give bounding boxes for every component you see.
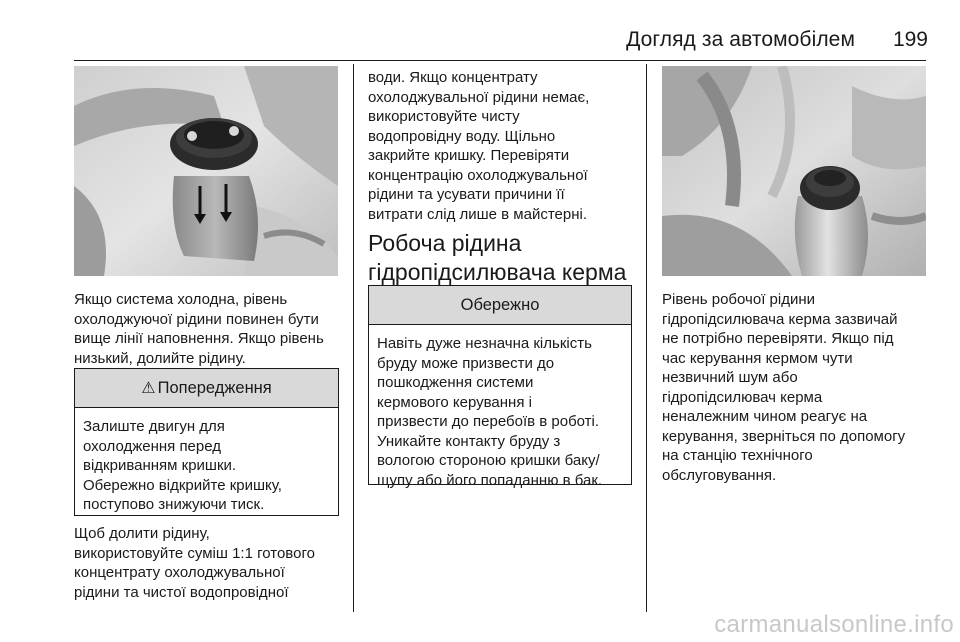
warning-box-header bbox=[75, 369, 338, 408]
warning-box bbox=[74, 368, 339, 516]
header-rule bbox=[74, 60, 926, 61]
coolant-level-paragraph: Якщо система холодна, рівень охолоджуючої рідини повинен бути вище лінії наповнення. Якщо рівень низький, долийте рідину. bbox=[74, 291, 324, 367]
caution-title: Обережно bbox=[460, 295, 540, 314]
page-header-title: Догляд за автомобілем bbox=[626, 28, 855, 51]
warning-text: Залиште двигун для охолодження перед відкриванням кришки. Обережно відкрийте кришку, поступово знижуючи тиск. bbox=[83, 418, 282, 513]
page-number: 199 bbox=[892, 28, 928, 51]
column-divider-left bbox=[353, 64, 354, 612]
caution-box bbox=[368, 285, 632, 489]
coolant-water-paragraph: води. Якщо концентрату охолоджувальної рідини немає, використовуйте чисту водопровідну воду. Щільно закрийте кришку. Перевіряти концентрацію охолоджувальної рідини та усувати причини її витрати слід лише в майстерні. bbox=[368, 69, 590, 223]
caution-text: Навіть дуже незначна кількість бруду може призвести до пошкодження системи кермового керування і призвести до перебоїв в роботі. Уникайте контакту бруду з вологою стороною кришки баку/ щупу або його попаданню в бак. bbox=[377, 335, 603, 489]
warning-triangle-icon: ⚠ bbox=[141, 380, 156, 397]
topping-up-paragraph: Щоб долити рідину, використовуйте суміш 1:1 готового концентрату охолоджувальної рідини та чистої водопровідної bbox=[74, 525, 315, 601]
power-steering-paragraph: Рівень робочої рідини гідропідсилювача керма зазвичай не потрібно перевіряти. Якщо під час керування кермом чути незвичний шум або гідропідсилювач керма неналежним чином реагує на керування, зверніться по допомогу на станцію технічного обслуговування. bbox=[662, 291, 906, 484]
watermark: carmanualsonline.info bbox=[714, 611, 954, 638]
power-steering-fluid-heading: Робоча рідина гідропідсилювача керма bbox=[368, 230, 627, 285]
coolant-reservoir-photo bbox=[74, 66, 338, 276]
power-steering-reservoir-photo bbox=[662, 66, 926, 276]
warning-title: Попередження bbox=[157, 378, 272, 397]
column-divider-right bbox=[646, 64, 647, 612]
caution-box-header bbox=[369, 286, 631, 325]
